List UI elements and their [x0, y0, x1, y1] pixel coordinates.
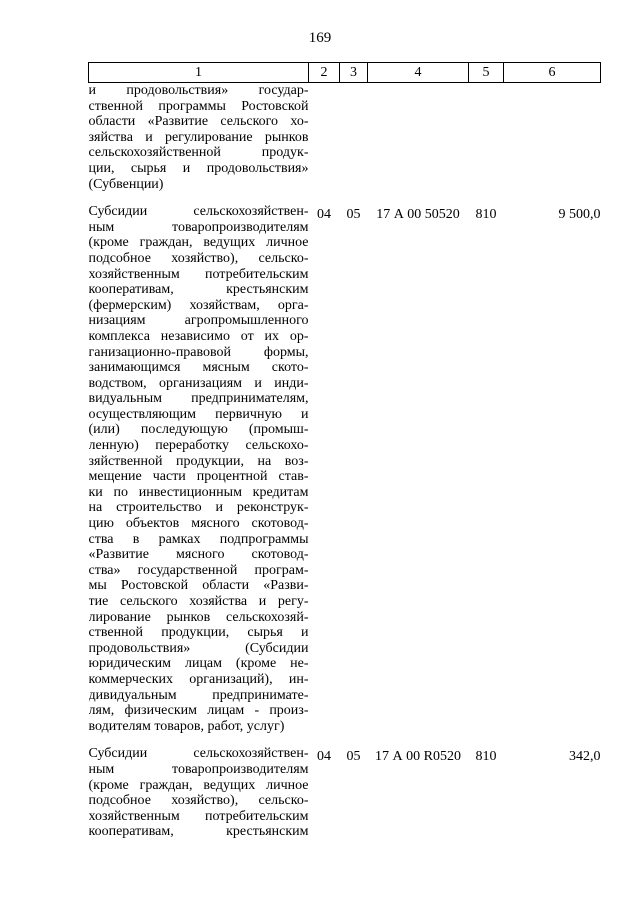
description-line: ным товаропроизводителям [88, 761, 309, 777]
description-line: ства в рамках подпрограммы [88, 531, 309, 547]
description-line: кооперативам, крестьянским [88, 282, 309, 298]
table-row [89, 746, 601, 840]
amount-value: 9 500,0 [558, 207, 601, 223]
target-article-code: 17 А 00 50520 [376, 207, 460, 223]
description-line: Субсидии сельскохозяйствен- [88, 746, 309, 762]
description-line: и продовольствия» государ- [88, 83, 309, 98]
description-line: тие сельского хозяйства и регу- [88, 594, 309, 609]
description-line: занимающимся мясным ското- [88, 360, 309, 376]
description-line: области «Развитие сельского хо- [88, 114, 309, 130]
description-line: лям, физическим лицам - произ- [88, 703, 309, 719]
column-header: 1 [89, 63, 309, 83]
description-line: лирование рынков сельскохозяй- [88, 609, 309, 625]
amount-value [504, 83, 601, 86]
section-code-cell [309, 83, 340, 193]
expense-type-code: 810 [475, 749, 497, 765]
description-line: (кроме граждан, ведущих личное [88, 235, 309, 251]
item-description [89, 83, 309, 193]
description-line: зяйственной продукции, на воз- [88, 453, 309, 469]
expense-type-code-cell [469, 746, 504, 840]
section-code-cell [309, 746, 340, 840]
description-line: сельскохозяйственной продук- [88, 145, 309, 161]
expense-type-code: 810 [475, 207, 497, 223]
subsection-code-cell [340, 204, 368, 734]
description-line: подсобное хозяйство), сельско- [88, 793, 309, 809]
description-line: кооперативам, крестьянским [88, 824, 309, 840]
description-line: ции, сырья и продовольствия» [88, 160, 309, 176]
table-row [89, 204, 601, 734]
column-header: 5 [469, 63, 504, 83]
section-code [309, 83, 340, 86]
page-number: 169 [308, 30, 332, 46]
description-line: коммерческих организаций), ин- [88, 671, 309, 687]
table-body [89, 83, 601, 840]
section-code: 04 [317, 749, 331, 765]
description-line: мы Ростовской области «Разви- [88, 578, 309, 594]
description-line: Субсидии сельскохозяйствен- [88, 204, 309, 220]
item-description [89, 204, 309, 734]
description-line: мещение части процентной став- [88, 469, 309, 485]
section-code: 04 [317, 207, 331, 223]
description-line: зяйства и регулирование рынков [88, 129, 309, 145]
description-line: продовольствия» (Субсидии [88, 640, 309, 656]
description-line: ганизационно-правовой формы, [88, 344, 309, 360]
target-article-code-cell [368, 204, 469, 734]
column-header: 2 [309, 63, 340, 83]
budget-table [88, 62, 601, 840]
row-spacer [89, 734, 601, 746]
expense-type-code-cell [469, 204, 504, 734]
description-line: (Субвенции) [88, 176, 164, 192]
amount-value-cell [504, 83, 601, 193]
description-line: (кроме граждан, ведущих личное [88, 777, 309, 793]
description-line: подсобное хозяйство), сельско- [88, 250, 309, 266]
description-line: хозяйственным потребительским [88, 808, 309, 824]
description-line: ственной продукции, сырья и [88, 625, 309, 641]
target-article-code-cell [368, 83, 469, 193]
amount-value: 342,0 [569, 749, 601, 765]
description-line: водством, организациям и инди- [88, 375, 309, 391]
column-header: 6 [504, 63, 601, 83]
description-line: хозяйственным потребительским [88, 266, 309, 282]
subsection-code [340, 83, 368, 86]
description-line: ным товаропроизводителям [88, 219, 309, 235]
table-header-row [89, 63, 601, 83]
item-description [89, 746, 309, 840]
description-line: ленную) переработку сельскохо- [88, 438, 309, 454]
expense-type-code [469, 83, 504, 86]
description-line: осуществляющим первичную и [88, 406, 309, 422]
description-line: ства» государственной програм- [88, 562, 309, 578]
description-line: (или) последующую (промыш- [88, 422, 309, 438]
column-header: 4 [368, 63, 469, 83]
row-spacer [89, 192, 601, 204]
column-header: 3 [340, 63, 368, 83]
description-line: на строительство и реконструк- [88, 500, 309, 516]
expense-type-code-cell [469, 83, 504, 193]
description-line: дивидуальным предпринимате- [88, 687, 309, 703]
subsection-code: 05 [346, 207, 361, 223]
subsection-code: 05 [346, 749, 361, 765]
table-row [89, 83, 601, 193]
target-article-code [368, 83, 469, 86]
description-line: комплекса независимо от их ор- [88, 328, 309, 344]
description-line: ственной программы Ростовской [88, 98, 309, 114]
description-line: цию объектов мясного скотовод- [88, 516, 309, 532]
description-line: (фермерским) хозяйствам, орга- [88, 297, 309, 313]
description-line: водителям товаров, работ, услуг) [88, 718, 285, 734]
description-line: видуальным предпринимателям, [88, 391, 309, 407]
description-line: юридическим лицам (кроме не- [88, 656, 309, 672]
amount-value-cell [504, 204, 601, 734]
subsection-code-cell [340, 83, 368, 193]
description-line: ки по инвестиционным кредитам [88, 484, 309, 500]
amount-value-cell [504, 746, 601, 840]
section-code-cell [309, 204, 340, 734]
target-article-code-cell [368, 746, 469, 840]
target-article-code: 17 А 00 R0520 [375, 749, 461, 765]
description-line: низациям агропромышленного [88, 313, 309, 329]
description-line: «Развитие мясного скотовод- [88, 547, 309, 563]
subsection-code-cell [340, 746, 368, 840]
